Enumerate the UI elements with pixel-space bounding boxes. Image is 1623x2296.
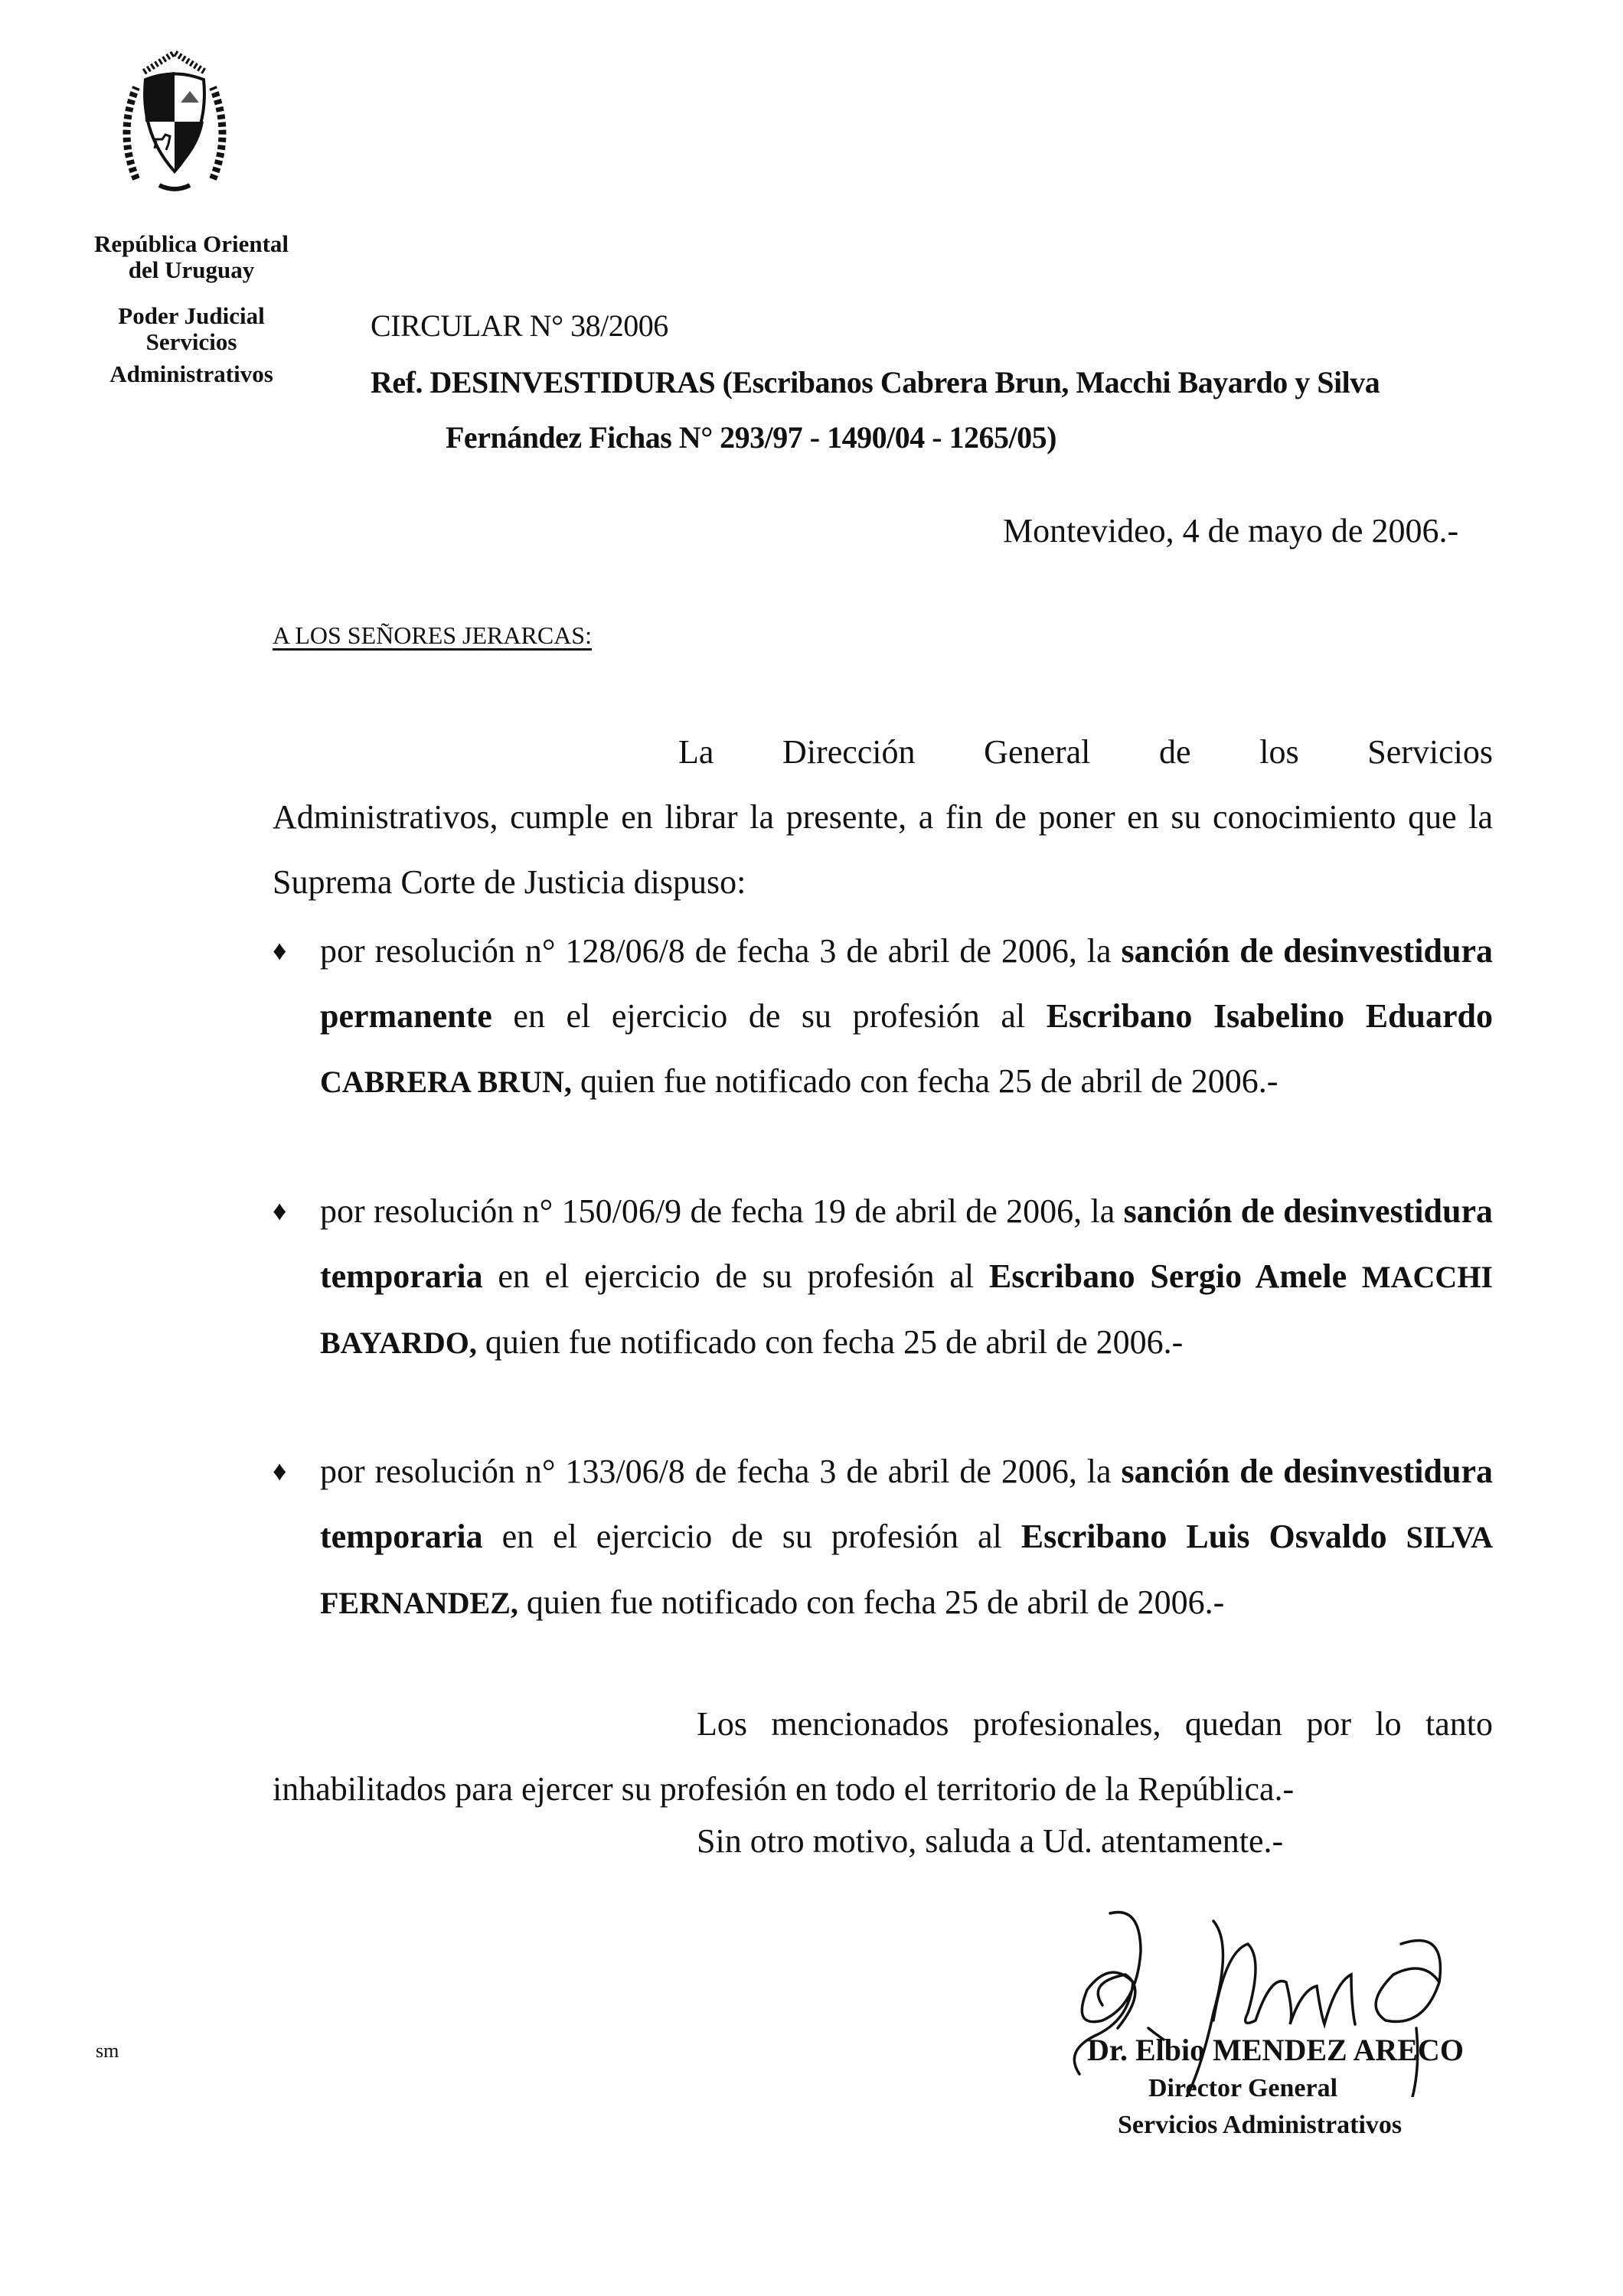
salutation: A LOS SEÑORES JERARCAS: (273, 621, 592, 649)
sanction-type: sanción de desinvestidura permanente (320, 932, 1494, 1035)
resolution-list (273, 1439, 1493, 1636)
notary-surname: MACCHI BAYARDO, (320, 1260, 1493, 1360)
letterhead-line: Administrativos (109, 360, 273, 387)
list-item (273, 918, 1493, 1114)
resolution-text: en el ejercicio de su profesión al (491, 997, 1047, 1035)
letterhead-line: República Oriental (93, 230, 289, 257)
typist-initials: sm (96, 2040, 119, 2062)
signatory-title: Director General (1148, 2074, 1338, 2102)
farewell: Sin otro motivo, saluda a Ud. atentamente.- (697, 1822, 1284, 1860)
circular-number: CIRCULAR N° 38/2006 (371, 308, 668, 343)
reference-line: Ref. DESINVESTIDURAS (Escribanos Cabrera Brun, Macchi Bayardo y Silva (371, 365, 1380, 400)
notification-text: quien fue notificado con fecha 25 de abril de 2006.- (571, 1062, 1278, 1100)
resolution-text: en el ejercicio de su profesión al (482, 1518, 1021, 1555)
intro-first-line: La Dirección General de los Servicios (678, 733, 1493, 771)
diamond-bullet-icon: ♦ (273, 935, 287, 966)
resolution-text: por resolución n° 128/06/8 de fecha 3 de abril de 2006, la (320, 932, 1122, 970)
closing-first-line: Los mencionados profesionales, quedan por lo tanto (697, 1705, 1493, 1743)
intro-paragraph (273, 719, 1493, 915)
reference-line-continued: Fernández Fichas N° 293/97 - 1490/04 - 1265/05) (446, 420, 1056, 455)
letterhead-line: Poder Judicial (118, 302, 265, 329)
signatory-name: Dr. Elbio MENDEZ ARECO (1087, 2033, 1464, 2067)
letterhead-line: del Uruguay (128, 256, 255, 283)
diamond-bullet-icon: ♦ (273, 1456, 287, 1486)
closing-paragraph (273, 1691, 1493, 1821)
notification-text: quien fue notificado con fecha 25 de abril de 2006.- (518, 1583, 1225, 1621)
resolution-text: por resolución n° 150/06/9 de fecha 19 de abril de 2006, la (320, 1192, 1124, 1230)
resolution-text: por resolución n° 133/06/8 de fecha 3 de abril de 2006, la (320, 1453, 1122, 1490)
document-date: Montevideo, 4 de mayo de 2006.- (1003, 512, 1459, 550)
sanction-type: sanción de desinvestidura temporaria (320, 1453, 1494, 1555)
sanction-type: sanción de desinvestidura temporaria (320, 1192, 1493, 1295)
diamond-bullet-icon: ♦ (273, 1195, 287, 1226)
letterhead-line: Servicios (145, 328, 237, 355)
notary-name: Escribano Luis Osvaldo (1020, 1518, 1387, 1555)
signatory-department: Servicios Administrativos (1118, 2111, 1403, 2139)
coat-of-arms-icon (113, 49, 236, 194)
intro-text: Administrativos, cumple en librar la presente, a fin de poner en su conocimiento que la Suprema Corte de Justicia dispuso: (273, 798, 1493, 901)
list-item (273, 1179, 1493, 1375)
notary-name: Escribano Isabelino Eduardo (1046, 997, 1493, 1035)
notification-text: quien fue notificado con fecha 25 de abril de 2006.- (476, 1323, 1184, 1361)
list-item (273, 1439, 1493, 1636)
resolution-list (273, 1179, 1493, 1375)
notary-name: Escribano Sergio Amele (988, 1257, 1347, 1295)
resolution-text: en el ejercicio de su profesión al (482, 1257, 989, 1295)
resolution-list (273, 918, 1493, 1114)
notary-surname: SILVA FERNANDEZ, (320, 1520, 1493, 1620)
closing-text: inhabilitados para ejercer su profesión en todo el territorio de la República.- (273, 1770, 1295, 1808)
notary-surname: CABRERA BRUN, (320, 1065, 572, 1099)
